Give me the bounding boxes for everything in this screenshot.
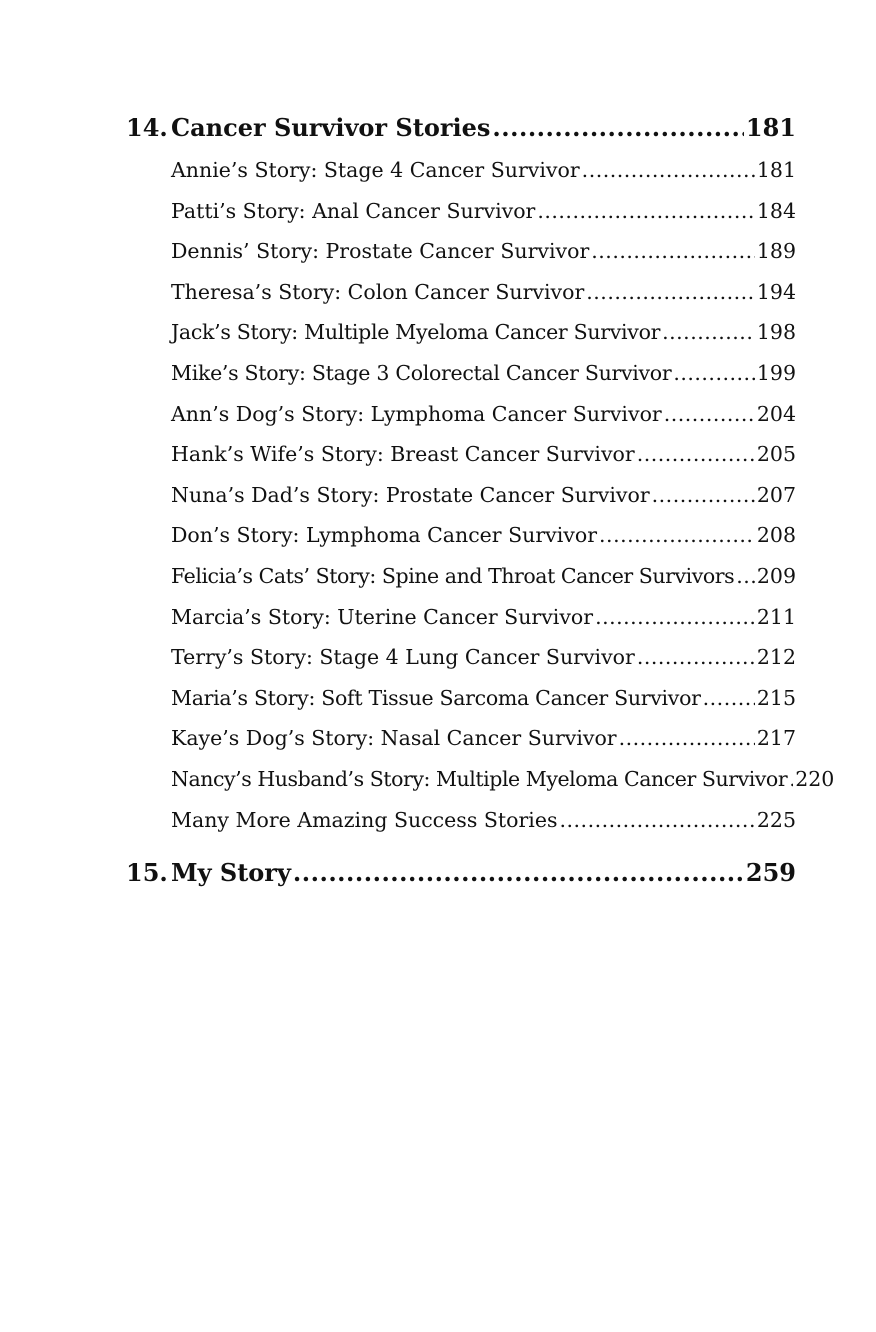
entry-title: Mike’s Story: Stage 3 Colorectal Cancer Survivor [171,360,672,385]
entry-page-number: 212 [756,645,796,670]
entry-title: Theresa’s Story: Colon Cancer Survivor [171,279,585,304]
entry-title: Don’s Story: Lymphoma Cancer Survivor [171,523,598,548]
toc-entry[interactable] [171,637,796,678]
chapter-title: Cancer Survivor Stories [171,113,491,142]
entry-page-number: 189 [756,239,796,264]
toc-chapter-14[interactable] [126,108,796,148]
entry-page-number: 204 [756,401,796,426]
entry-title: Felicia’s Cats’ Story: Spine and Throat Cancer Survivors [171,563,735,588]
entry-page-number: 184 [756,198,796,223]
toc-chapter-15[interactable] [126,853,796,893]
entry-title: Jack’s Story: Multiple Myeloma Cancer Survivor [171,320,661,345]
dot-leader [619,718,755,759]
toc-entry[interactable] [171,759,835,800]
chapter-number: 14. [126,113,168,142]
entry-title: Terry’s Story: Stage 4 Lung Cancer Survivor [171,645,635,670]
toc-entry[interactable] [171,434,796,475]
dot-leader [789,759,793,800]
dot-leader [703,678,755,719]
dot-leader [673,353,755,394]
toc-entry[interactable] [171,394,796,435]
dot-leader [537,191,755,232]
entry-title: Nuna’s Dad’s Story: Prostate Cancer Survivor [171,482,650,507]
dot-leader [599,515,755,556]
toc-entry[interactable] [171,718,796,759]
toc-entry[interactable] [171,556,796,597]
entry-title: Many More Amazing Success Stories [171,807,558,832]
entry-page-number: 194 [756,279,796,304]
chapter-page-number: 181 [745,113,796,142]
entry-page-number: 199 [756,360,796,385]
entry-page-number: 220 [795,766,835,791]
chapter-page-number: 259 [745,858,796,888]
entry-title: Hank’s Wife’s Story: Breast Cancer Survivor [171,442,635,467]
toc-entry[interactable] [171,353,796,394]
toc-entry[interactable] [171,800,796,841]
toc-entry[interactable] [171,312,796,353]
entry-title: Marcia’s Story: Uterine Cancer Survivor [171,604,594,629]
toc-entry[interactable] [171,475,796,516]
toc-entry[interactable] [171,231,796,272]
dot-leader [492,108,743,148]
dot-leader [293,853,744,893]
dot-leader [591,231,755,272]
dot-leader [586,272,755,313]
dot-leader [595,597,755,638]
entry-page-number: 208 [756,523,796,548]
entry-title: Ann’s Dog’s Story: Lymphoma Cancer Survivor [171,401,662,426]
dot-leader [652,475,755,516]
toc-entry[interactable] [171,678,796,719]
entry-page-number: 181 [756,158,796,182]
toc-entry[interactable] [171,150,796,191]
entry-page-number: 211 [756,604,796,629]
dot-leader [582,150,755,191]
entry-page-number: 225 [756,807,796,832]
toc-entry[interactable] [171,597,796,638]
entry-page-number: 217 [756,726,796,751]
dot-leader [664,394,755,435]
entry-page-number: 207 [756,482,796,507]
chapter-14-entries [126,150,835,840]
table-of-contents [126,108,835,893]
toc-entry[interactable] [171,515,796,556]
entry-page-number: 198 [756,320,796,345]
spacer [126,840,796,853]
dot-leader [637,637,755,678]
entry-title: Annie’s Story: Stage 4 Cancer Survivor [171,158,580,182]
chapter-title: My Story [171,858,291,888]
toc-entry[interactable] [171,272,796,313]
entry-page-number: 209 [756,563,796,588]
entry-title: Patti’s Story: Anal Cancer Survivor [171,198,536,223]
entry-page-number: 215 [756,685,796,710]
entry-page-number: 205 [756,442,796,467]
entry-title: Kaye’s Dog’s Story: Nasal Cancer Survivor [171,726,617,751]
chapter-number: 15. [126,858,168,888]
dot-leader [736,556,755,597]
dot-leader [560,800,755,841]
entry-title: Dennis’ Story: Prostate Cancer Survivor [171,239,590,264]
dot-leader [637,434,755,475]
entry-title: Nancy’s Husband’s Story: Multiple Myeloma Cancer Survivor [171,766,788,791]
dot-leader [662,312,755,353]
toc-entry[interactable] [171,191,796,232]
entry-title: Maria’s Story: Soft Tissue Sarcoma Cancer Survivor [171,685,701,710]
